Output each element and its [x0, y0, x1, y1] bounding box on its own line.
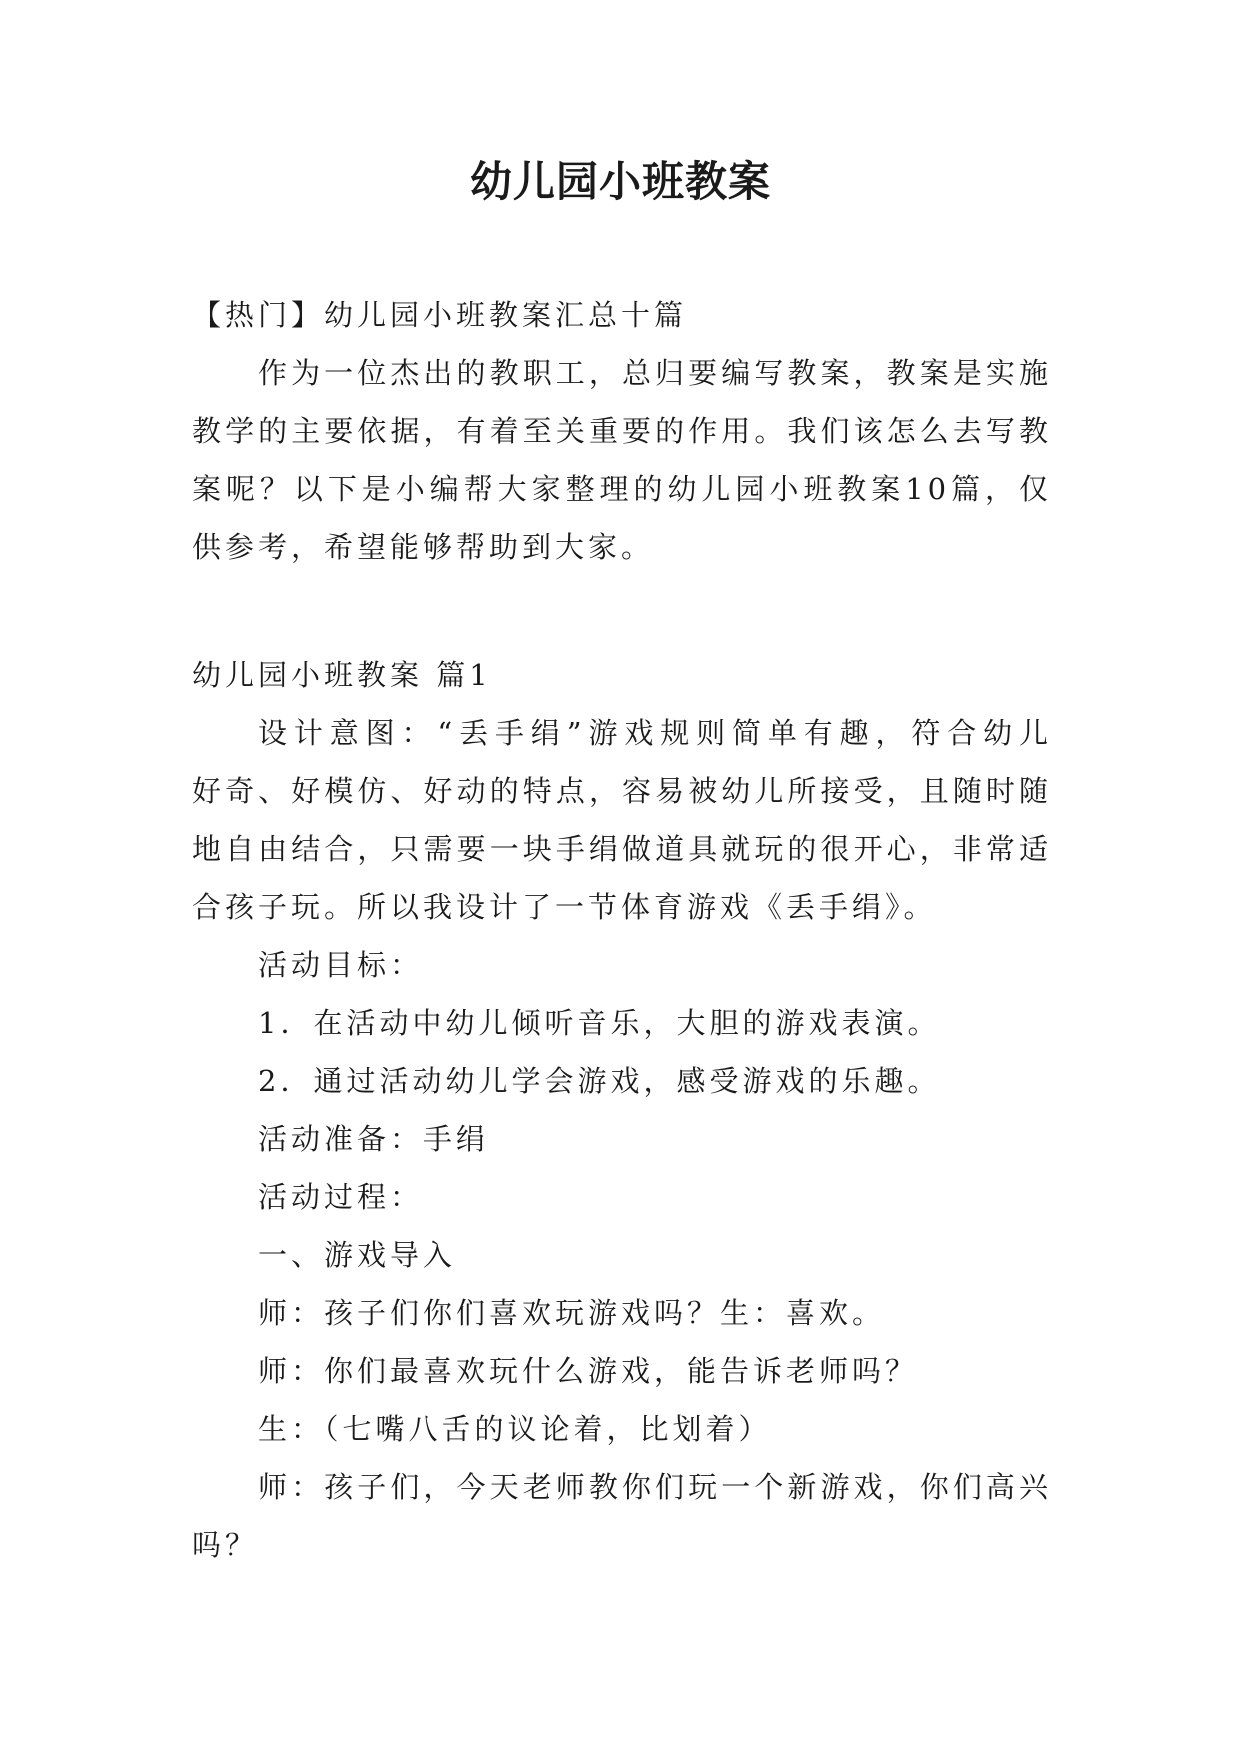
paragraph-line: 供参考，希望能够帮助到大家。 — [192, 530, 655, 564]
paragraph-line: 合孩子玩。所以我设计了一节体育游戏《丢手绢》。 — [192, 890, 937, 924]
document-title: 幼儿园小班教案 — [469, 157, 771, 206]
paragraph-line: 活动过程： — [258, 1180, 424, 1214]
dialogue-line: 师：孩子们，今天老师教你们玩一个新游戏，你们高兴 — [258, 1470, 1052, 1504]
paragraph-line: 案呢？以下是小编帮大家整理的幼儿园小班教案10篇，仅 — [192, 472, 1052, 506]
paragraph-line: 一、游戏导入 — [258, 1238, 457, 1272]
paragraph-line: 活动准备：手绢 — [258, 1122, 490, 1156]
paragraph-line: 活动目标： — [258, 948, 424, 982]
list-item: 1．在活动中幼儿倾听音乐，大胆的游戏表演。 — [258, 1006, 941, 1040]
dialogue-line: 吗？ — [192, 1528, 259, 1562]
dialogue-line: 生：（七嘴八舌的议论着，比划着） — [258, 1412, 772, 1446]
section-heading: 幼儿园小班教案 篇1 — [192, 658, 492, 692]
dialogue-line: 师：你们最喜欢玩什么游戏，能告诉老师吗？ — [258, 1354, 919, 1388]
paragraph-line: 地自由结合，只需要一块手绢做道具就玩的很开心，非常适 — [192, 832, 1052, 866]
paragraph-line: 作为一位杰出的教职工，总归要编写教案，教案是实施 — [258, 356, 1052, 390]
paragraph-line: 教学的主要依据，有着至关重要的作用。我们该怎么去写教 — [192, 414, 1052, 448]
paragraph-line: 好奇、好模仿、好动的特点，容易被幼儿所接受，且随时随 — [192, 774, 1052, 808]
paragraph-line: 设计意图：“丢手绢”游戏规则简单有趣，符合幼儿 — [258, 716, 1052, 750]
dialogue-line: 师：孩子们你们喜欢玩游戏吗？生：喜欢。 — [258, 1296, 886, 1330]
document-body — [192, 286, 1052, 1574]
section-gap — [192, 576, 1052, 646]
subtitle-line: 【热门】幼儿园小班教案汇总十篇 — [192, 298, 688, 332]
list-item: 2．通过活动幼儿学会游戏，感受游戏的乐趣。 — [258, 1064, 941, 1098]
